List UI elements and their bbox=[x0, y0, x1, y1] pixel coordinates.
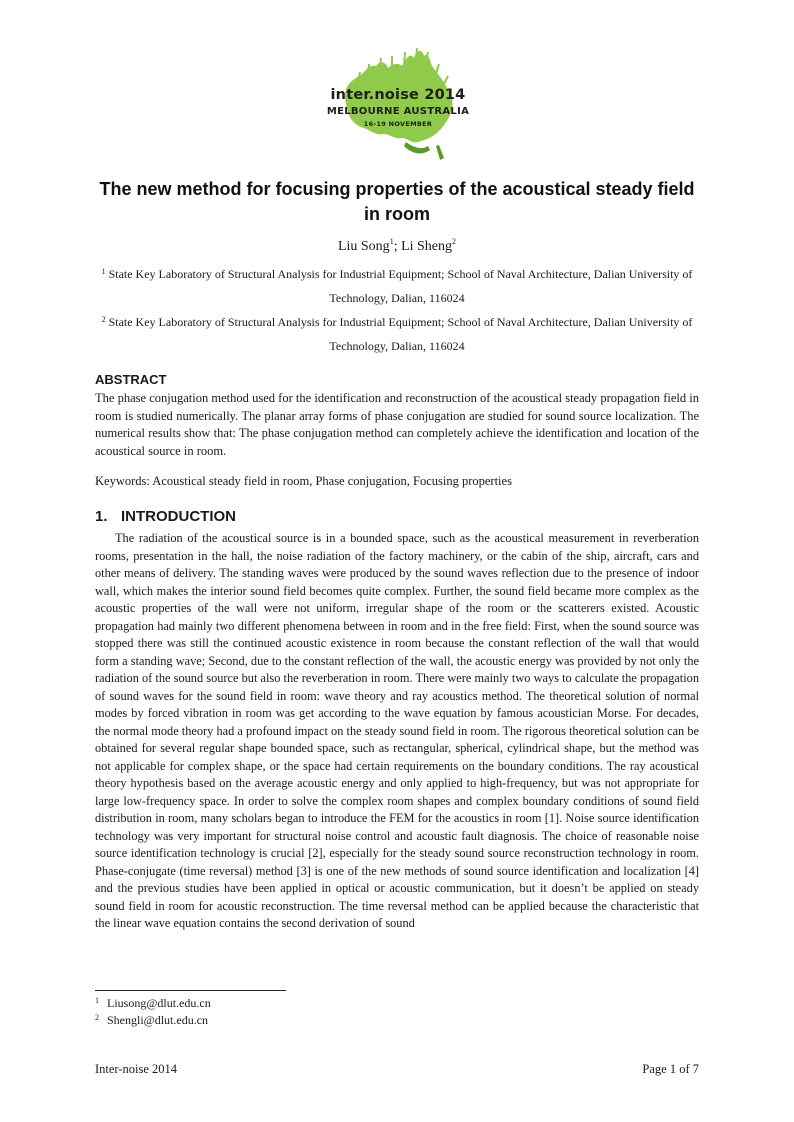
author-list bbox=[95, 239, 699, 255]
footnote-mark: 2 bbox=[95, 1013, 99, 1022]
section-title: INTRODUCTION bbox=[121, 508, 236, 525]
footnote bbox=[95, 1013, 208, 1028]
author-separator: ; bbox=[393, 239, 402, 254]
logo-conference-name: inter.noise 2014 bbox=[330, 87, 466, 103]
introduction-body: The radiation of the acoustical source is in a bounded space, such as the acoustical measurement in reverberation rooms, presentation in the hall, the noise radiation of the factory machinery, or the cabin of the ship, aircraft, cars and other means of delivery. The standing waves were produced by the sound waves reflection due to the presence of indoor wall, which makes the interior sound field becomes quite complex. Further, the sound field became more complex as the acoustic properties of the wall were not uniform, irregular shape of the room or the scatterers existed. Acoustic propagation had mainly two different phenomena between in room and in the free field: First, when the sound source was stopped there was still the continued acoustic existence in room because the constant reflection of the wall that would form a standing wave; Second, due to the constant reflection of the wall, the acoustic energy was provided by not only the radiation of the sound source but also the reverberation in room. There were mainly two ways to calculate the propagation of sound waves for the sound field in room: wave theory and ray acoustics method. The theoretical solution of normal modes by forced vibration in room was get according to the wave equation by famous acoustician Morse. For decades, the normal mode theory had a profound impact on the steady sound field in room. The rigorous theoretical solution can be obtained for several regular shape bounded space, such as rectangular, spherical, cylindrical shape, but the method was not applicable for complex shape, or the space had certain requirements on the boundary conditions. The ray acoustical theory hypothesis based on the average acoustic energy and only applied to high-frequency, but was not appropriate for large low-frequency space. In order to solve the complex room shapes and complex boundary conditions of sound field distribution in room, many scholars began to introduce the FEM for the acoustics in room [1]. Noise source identification technology was very important for structural noise control and acoustic fault diagnosis. The choice of reasonable noise source identification technology is crucial [2], especially for the steady sound source reconstruction technology in room. Phase-conjugate (time reversal) method [3] is one of the new methods of sound source identification and localization [4] and the previous studies have been applied in optical or acoustic communication, but it doesn’t be applied on steady sound field in room for acoustic reconstruction. The time reversal method can be applied because the characteristic that the linear wave equation contains the second derivation of sound bbox=[95, 531, 699, 930]
footnote-divider bbox=[95, 990, 286, 991]
affiliation bbox=[95, 262, 699, 310]
footnote-email: Liusong@dlut.edu.cn bbox=[107, 996, 211, 1010]
keywords: Keywords: Acoustical steady field in room, Phase conjugation, Focusing properties bbox=[95, 474, 512, 488]
footnote bbox=[95, 996, 211, 1011]
footnote-mark: 1 bbox=[95, 996, 99, 1005]
affiliation-superscript: 2 bbox=[101, 315, 106, 324]
section-heading-introduction bbox=[95, 508, 236, 525]
logo-location: MELBOURNE AUSTRALIA bbox=[326, 106, 470, 117]
footnote-email: Shengli@dlut.edu.cn bbox=[107, 1013, 209, 1027]
affiliation-superscript: 1 bbox=[101, 267, 106, 276]
author-name: Li Sheng bbox=[401, 239, 453, 254]
australia-map-icon bbox=[318, 42, 478, 164]
footer-page-number: Page 1 of 7 bbox=[642, 1062, 699, 1076]
paper-title: The new method for focusing properties of the acoustical steady field in room bbox=[99, 179, 695, 224]
author-name: Liu Song bbox=[337, 239, 390, 254]
affiliation bbox=[95, 310, 699, 358]
affiliation-text: State Key Laboratory of Structural Analysis for Industrial Equipment; School of Naval Architecture, Dalian University of Technology, Dalian, 116024 bbox=[108, 267, 693, 305]
conference-logo bbox=[318, 42, 478, 164]
author-superscript: 1 bbox=[389, 237, 394, 246]
affiliation-text: State Key Laboratory of Structural Analysis for Industrial Equipment; School of Naval Architecture, Dalian University of Technology, Dalian, 116024 bbox=[108, 315, 693, 353]
abstract-body: The phase conjugation method used for the identification and reconstruction of the acoustical steady propagation field in room is studied numerically. The planar array forms of phase conjugation are studied for sound source localization. The numerical results show that: The phase conjugation method can completely achieve the identification and location of the acoustical source in room. bbox=[95, 391, 699, 458]
author-superscript: 2 bbox=[452, 237, 457, 246]
abstract-heading: ABSTRACT bbox=[95, 372, 167, 387]
logo-dates: 16-19 NOVEMBER bbox=[363, 120, 433, 128]
footer-conference: Inter-noise 2014 bbox=[95, 1062, 178, 1076]
section-number: 1. bbox=[95, 508, 108, 525]
